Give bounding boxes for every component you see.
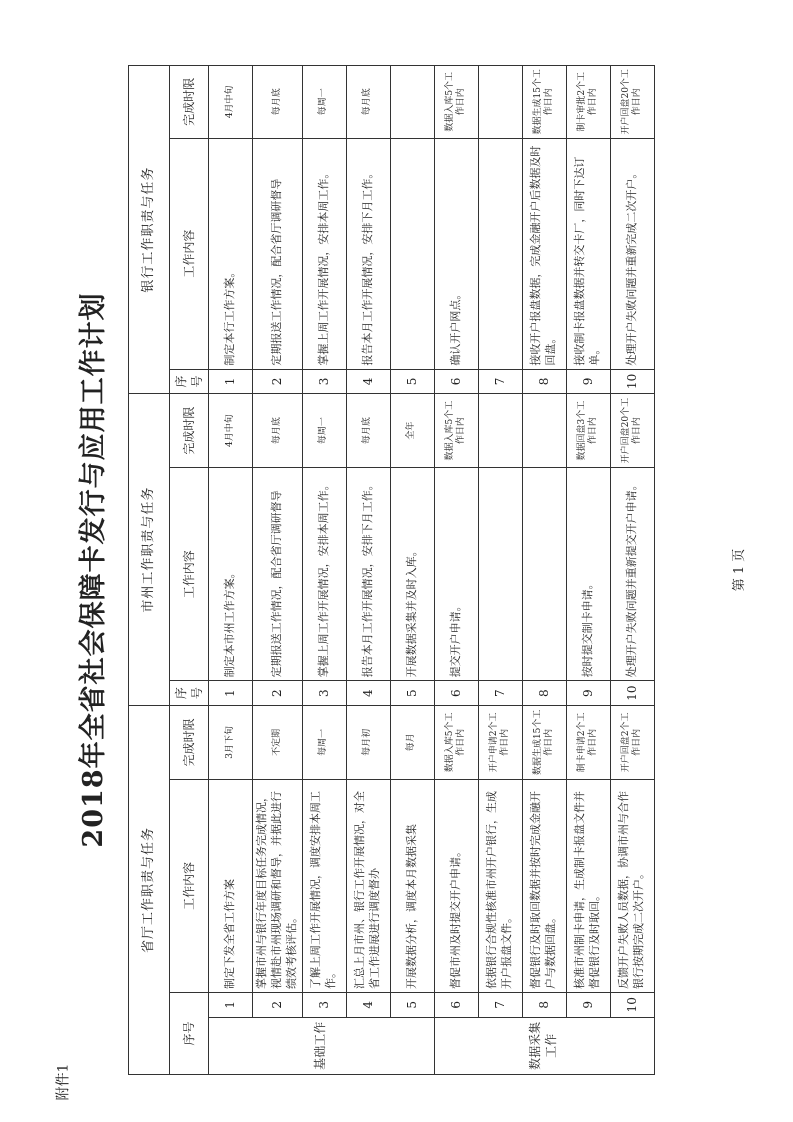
city-row-number: 10 (610, 681, 654, 706)
province-row-number: 7 (478, 993, 522, 1018)
city-row-number: 1 (209, 681, 253, 706)
province-row-number: 3 (302, 993, 346, 1018)
header-content: 工作内容 (170, 138, 209, 369)
document-title: 2018年全省社会保障卡发行与应用工作计划 (78, 292, 109, 848)
bank-row-number: 10 (610, 369, 654, 394)
province-task-deadline: 每月 (390, 705, 434, 779)
section-header-province: 省厅工作职责与任务 (129, 705, 170, 1074)
table-row (610, 66, 654, 1075)
city-task-deadline: 每月底 (346, 394, 390, 468)
province-task-content: 依据银行合规性核准市州开户银行，生成开户报盘文件。 (478, 779, 522, 992)
table-body (209, 66, 655, 1075)
bank-task-deadline: 4月中旬 (209, 66, 253, 139)
table-row (522, 66, 566, 1075)
province-task-deadline: 3月下旬 (209, 705, 253, 779)
province-row-number: 4 (346, 993, 390, 1018)
city-row-number: 6 (434, 681, 478, 706)
header-no: 序号 (170, 993, 209, 1075)
city-task-deadline: 全年 (390, 394, 434, 468)
bank-task-content: 定期报送工作情况，配合省厅调研督导 (253, 138, 303, 369)
city-task-deadline: 数据入库5个工作日内 (434, 394, 478, 468)
city-task-deadline: 数据回盘3个工作日内 (566, 394, 610, 468)
city-row-number: 5 (390, 681, 434, 706)
province-row-number: 9 (566, 993, 610, 1018)
city-task-content: 按时提交制卡申请。 (566, 468, 610, 681)
table-row (566, 66, 610, 1075)
header-limit: 完成时限 (170, 66, 209, 139)
province-row-number: 5 (390, 993, 434, 1018)
bank-row-number: 4 (346, 369, 390, 394)
province-task-content: 核准市州制卡申请，生成制卡报盘文件并督促银行及时取回。 (566, 779, 610, 992)
bank-task-deadline: 开户回盘20个工作日内 (610, 66, 654, 139)
header-no: 序号 (170, 681, 209, 706)
table-row (434, 66, 478, 1075)
province-task-content: 汇总上月市州、银行工作开展情况，对全省工作进展进行调度督办 (346, 779, 390, 992)
city-task-content: 处理开户失败问题并重新提交开户申请。 (610, 468, 654, 681)
table-row (302, 66, 346, 1075)
city-task-content: 报告本月工作开展情况，安排下月工作。 (346, 468, 390, 681)
bank-row-number: 2 (253, 369, 303, 394)
bank-task-content: 制定本行工作方案。 (209, 138, 253, 369)
city-row-number: 3 (302, 681, 346, 706)
province-row-number: 6 (434, 993, 478, 1018)
city-task-content (522, 468, 566, 681)
city-task-deadline: 开户回盘20个工作日内 (610, 394, 654, 468)
bank-task-deadline: 数据入库5个工作日内 (434, 66, 478, 139)
bank-task-content: 掌握上周工作开展情况，安排本周工作。 (302, 138, 346, 369)
province-task-content: 反馈开户失败人员数据，协调市州与合作银行按期完成二次开户。 (610, 779, 654, 992)
table-row (346, 66, 390, 1075)
table-row (390, 66, 434, 1075)
bank-row-number: 8 (522, 369, 566, 394)
province-task-content: 掌握市州与银行年度目标任务完成情况，视情赴市州现场调研和督导，并据此进行绩效考核评估。 (253, 779, 303, 992)
bank-row-number: 6 (434, 369, 478, 394)
province-task-content: 督促银行及时取回数据并按时完成金融开户与数据回盘。 (522, 779, 566, 992)
province-task-content: 了解上周工作开展情况，调度安排本周工作。 (302, 779, 346, 992)
city-row-number: 4 (346, 681, 390, 706)
city-task-content: 掌握上周工作开展情况，安排本周工作。 (302, 468, 346, 681)
city-task-content (478, 468, 522, 681)
province-task-deadline: 数据生成15个工作日内 (522, 705, 566, 779)
bank-task-content: 报告本月工作开展情况，安排下月工作。 (346, 138, 390, 369)
province-task-content: 督促市州及时提交开户申请。 (434, 779, 478, 992)
group-label-basic: 基础工作 (209, 1017, 435, 1074)
bank-row-number: 3 (302, 369, 346, 394)
city-task-deadline: 每周一 (302, 394, 346, 468)
bank-task-content: 接收制卡报盘数据并转交卡厂，同时下达订单。 (566, 138, 610, 369)
province-task-deadline: 开户申请2个工作日内 (478, 705, 522, 779)
province-row-number: 1 (209, 993, 253, 1018)
group-label-data-collection: 数据采集工作 (434, 1017, 654, 1074)
bank-task-deadline (390, 66, 434, 139)
bank-row-number: 7 (478, 369, 522, 394)
province-row-number: 2 (253, 993, 303, 1018)
bank-task-deadline: 制卡审批2个工作日内 (566, 66, 610, 139)
city-task-deadline (478, 394, 522, 468)
bank-task-content: 处理开户失败问题并重新完成二次开户。 (610, 138, 654, 369)
city-task-content: 定期报送工作情况，配合省厅调研督导 (253, 468, 303, 681)
section-header-bank: 银行工作职责与任务 (129, 66, 170, 394)
city-row-number: 8 (522, 681, 566, 706)
header-limit: 完成时限 (170, 394, 209, 468)
city-row-number: 2 (253, 681, 303, 706)
bank-task-deadline: 每周一 (302, 66, 346, 139)
province-task-deadline: 每周一 (302, 705, 346, 779)
city-row-number: 7 (478, 681, 522, 706)
city-task-content: 制定本市州工作方案。 (209, 468, 253, 681)
bank-task-content: 接收开户报盘数据，完成金融开户后数据及时回盘。 (522, 138, 566, 369)
province-task-content: 制定下发全省工作方案 (209, 779, 253, 992)
bank-row-number: 9 (566, 369, 610, 394)
bank-row-number: 5 (390, 369, 434, 394)
bank-task-content (478, 138, 522, 369)
province-task-deadline: 制卡申请2个工作日内 (566, 705, 610, 779)
city-task-deadline: 每月底 (253, 394, 303, 468)
attachment-label: 附件1 (55, 1063, 72, 1101)
table-row (209, 66, 253, 1075)
province-task-deadline: 开户回盘2个工作日内 (610, 705, 654, 779)
city-task-deadline: 4月中旬 (209, 394, 253, 468)
table-row (253, 66, 303, 1075)
bank-task-content: 确认开户网点。 (434, 138, 478, 369)
bank-task-content (390, 138, 434, 369)
province-task-deadline: 每月初 (346, 705, 390, 779)
work-plan-table (128, 65, 655, 1075)
city-task-content: 提交开户申请。 (434, 468, 478, 681)
province-task-deadline: 数据入库5个工作日内 (434, 705, 478, 779)
bank-task-deadline: 每月底 (346, 66, 390, 139)
header-content: 工作内容 (170, 468, 209, 681)
province-task-content: 开展数据分析，调度本月数据采集 (390, 779, 434, 992)
province-row-number: 8 (522, 993, 566, 1018)
bank-task-deadline: 数据生成15个工作日内 (522, 66, 566, 139)
section-header-city: 市州工作职责与任务 (129, 394, 170, 706)
province-row-number: 10 (610, 993, 654, 1018)
page-footer: 第 1 页 (732, 548, 747, 592)
header-limit: 完成时限 (170, 705, 209, 779)
city-task-deadline (522, 394, 566, 468)
province-task-deadline: 不定期 (253, 705, 303, 779)
header-no: 序号 (170, 369, 209, 394)
city-row-number: 9 (566, 681, 610, 706)
table-row (478, 66, 522, 1075)
bank-row-number: 1 (209, 369, 253, 394)
header-content: 工作内容 (170, 779, 209, 992)
bank-task-deadline: 每月底 (253, 66, 303, 139)
city-task-content: 开展数据采集并及时入库。 (390, 468, 434, 681)
bank-task-deadline (478, 66, 522, 139)
rotated-document (70, 65, 760, 1075)
